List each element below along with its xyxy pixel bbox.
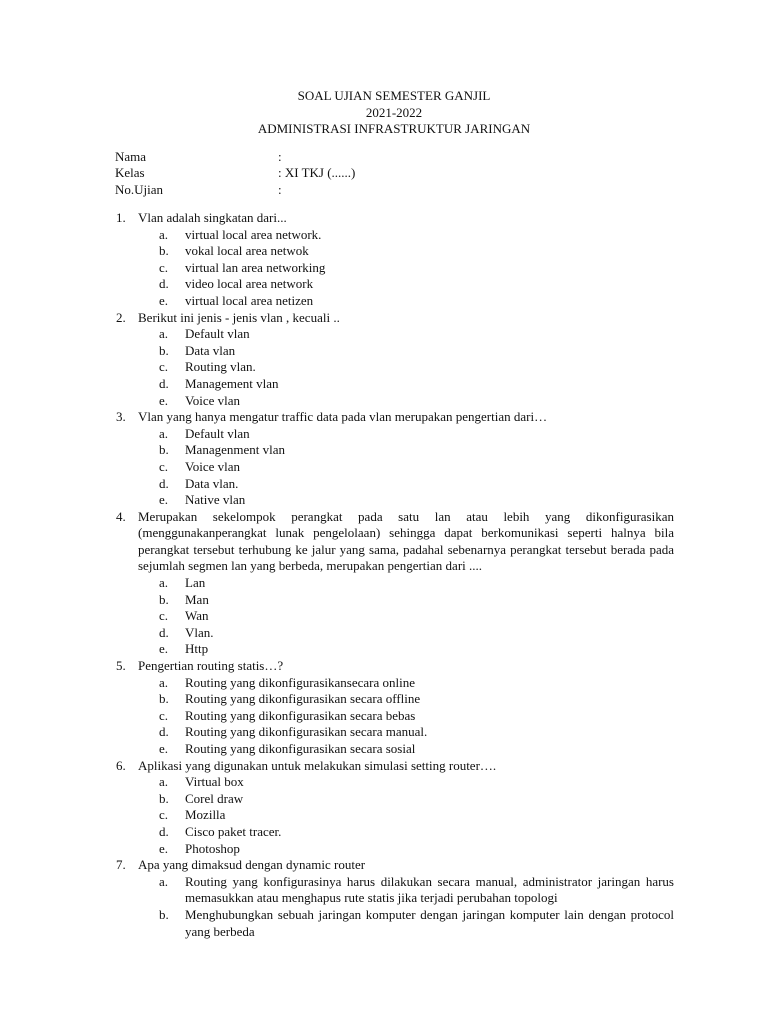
option-text: Routing yang dikonfigurasikan secara bebas (185, 707, 416, 723)
option-text: Wan (185, 608, 209, 624)
subject-title: ADMINISTRASI INFRASTRUKTUR JARINGAN (257, 121, 531, 136)
option (159, 260, 674, 277)
option (159, 459, 674, 476)
option-text: Vlan. (185, 624, 214, 640)
option (159, 874, 674, 907)
identity-value: : (278, 149, 282, 164)
option-text: Voice vlan (185, 392, 240, 408)
option-text: Routing yang dikonfigurasikansecara online (185, 674, 415, 690)
option-text: virtual local area netizen (185, 292, 314, 308)
option-letter: c. (159, 608, 169, 624)
option-letter: d. (159, 475, 169, 491)
exam-header (0, 88, 768, 138)
option-letter: a. (159, 774, 169, 790)
option-letter: b. (159, 691, 169, 707)
option-text: Man (185, 591, 209, 607)
option (159, 675, 674, 692)
option-text: virtual local area network. (185, 226, 322, 242)
option-letter: d. (159, 624, 169, 640)
option (159, 359, 674, 376)
option-text: Native vlan (185, 492, 246, 508)
option-letter: e. (159, 741, 169, 756)
question-1 (116, 210, 674, 227)
question-2 (116, 310, 674, 327)
option-letter: e. (159, 641, 169, 657)
option (159, 376, 674, 393)
option (159, 708, 674, 725)
option-letter: a. (159, 326, 169, 342)
option-letter: a. (159, 575, 169, 591)
option-letter: b. (159, 591, 169, 607)
option-letter: c. (159, 807, 169, 823)
option-letter: c. (159, 259, 169, 275)
option-letter: a. (159, 226, 169, 242)
option-text: Data vlan (185, 342, 236, 358)
option-text: Corel draw (185, 790, 244, 806)
option (159, 476, 674, 493)
option-letter: e. (159, 392, 169, 408)
option-text: Data vlan. (185, 475, 239, 491)
option-text: Routing yang dikonfigurasikan secara offline (185, 691, 421, 707)
option-text: Routing yang dikonfigurasikan secara sosial (185, 741, 416, 756)
option-text: Default vlan (185, 425, 250, 441)
identity-row-exam-number (115, 182, 355, 198)
option-text: Routing vlan. (185, 359, 256, 375)
option (159, 807, 674, 824)
question-number: 5. (116, 658, 126, 674)
question-text: Berikut ini jenis - jenis vlan , kecuali .. (138, 309, 340, 325)
option-letter: b. (159, 342, 169, 358)
question-number: 4. (116, 508, 126, 524)
option (159, 276, 674, 293)
question-7 (116, 857, 674, 874)
option-text: Menghubungkan sebuah jaringan komputer dengan jaringan komputer lain dengan protocol yang berbeda (185, 906, 674, 939)
option-letter: a. (159, 674, 169, 690)
option-text: Routing yang dikonfigurasikan secara manual. (185, 724, 428, 740)
student-identity (115, 149, 355, 198)
option (159, 841, 674, 858)
option (159, 227, 674, 244)
question-text: Vlan yang hanya mengatur traffic data pada vlan merupakan pengertian dari… (138, 409, 548, 425)
option (159, 608, 674, 625)
option (159, 791, 674, 808)
option (159, 575, 674, 592)
option-letter: a. (159, 425, 169, 441)
identity-row-name (115, 149, 355, 165)
question-number: 7. (116, 857, 126, 873)
identity-value: : (278, 181, 282, 197)
option-text: virtual lan area networking (185, 259, 326, 275)
option (159, 393, 674, 410)
option (159, 426, 674, 443)
question-number: 2. (116, 309, 126, 325)
option-letter: e. (159, 840, 169, 856)
option-letter: d. (159, 276, 169, 292)
option-text: Virtual box (185, 774, 244, 790)
question-number: 3. (116, 409, 126, 425)
question-5 (116, 658, 674, 675)
identity-value: : XI TKJ (......) (278, 165, 356, 181)
option (159, 741, 674, 758)
option (159, 442, 674, 459)
academic-year: 2021-2022 (365, 104, 423, 120)
option-text: Http (185, 641, 209, 657)
option-text: Default vlan (185, 326, 250, 342)
question-text: Aplikasi yang digunakan untuk melakukan simulasi setting router…. (138, 757, 497, 773)
option-text: Management vlan (185, 375, 279, 391)
option-text: Mozilla (185, 807, 226, 823)
option-text: vokal local area netwok (185, 243, 309, 259)
option (159, 907, 674, 940)
question-text: Merupakan sekelompok perangkat pada satu lan atau lebih yang dikonfigurasikan (menggunakanperangkat lunak pengelolaan) sehingga dapat berkomunikasi seperti halnya bila perangkat tersebut terhubung ke jalur yang sama, padahal sebenarnya perangkat tersebut berada pada sejumlah segmen lan yang berbeda, merupakan pengertian dari .... (138, 508, 674, 574)
question-number: 1. (116, 210, 126, 225)
option (159, 724, 674, 741)
option-text: Photoshop (185, 840, 240, 856)
question-text: Apa yang dimaksud dengan dynamic router (138, 857, 366, 873)
identity-label: Nama (115, 149, 147, 164)
option-letter: d. (159, 823, 169, 839)
question-4 (116, 509, 674, 575)
option-letter: c. (159, 359, 169, 375)
question-6 (116, 758, 674, 775)
option-letter: c. (159, 707, 169, 723)
option-text: Cisco paket tracer. (185, 823, 282, 839)
question-3 (116, 409, 674, 426)
option-letter: b. (159, 243, 169, 259)
option (159, 293, 674, 310)
identity-row-class (115, 165, 355, 181)
option (159, 592, 674, 609)
question-text: Vlan adalah singkatan dari... (138, 210, 287, 225)
identity-label: Kelas (115, 165, 145, 181)
option-letter: b. (159, 790, 169, 806)
identity-label: No.Ujian (115, 181, 164, 197)
option-text: Voice vlan (185, 458, 240, 474)
option (159, 343, 674, 360)
exam-title: SOAL UJIAN SEMESTER GANJIL (297, 88, 491, 103)
option (159, 641, 674, 658)
option-letter: e. (159, 492, 169, 508)
option-letter: c. (159, 458, 169, 474)
option-letter: e. (159, 292, 169, 308)
option (159, 243, 674, 260)
option (159, 492, 674, 509)
option (159, 824, 674, 841)
option (159, 691, 674, 708)
question-number: 6. (116, 757, 126, 773)
option (159, 326, 674, 343)
option-text: video local area network (185, 276, 314, 292)
question-text: Pengertian routing statis…? (138, 658, 284, 674)
option-text: Lan (185, 575, 206, 591)
option-letter: a. (159, 873, 169, 889)
option-letter: d. (159, 724, 169, 740)
option-text: Managenment vlan (185, 442, 285, 458)
option (159, 625, 674, 642)
option-letter: b. (159, 906, 169, 922)
option-text: Routing yang konfigurasinya harus dilakukan secara manual, administrator jaringan harus memasukkan atau menghapus rute statis jika terjadi perubahan topologi (185, 873, 674, 906)
option-letter: d. (159, 375, 169, 391)
question-list (116, 210, 674, 940)
option-letter: b. (159, 442, 169, 458)
option (159, 774, 674, 791)
